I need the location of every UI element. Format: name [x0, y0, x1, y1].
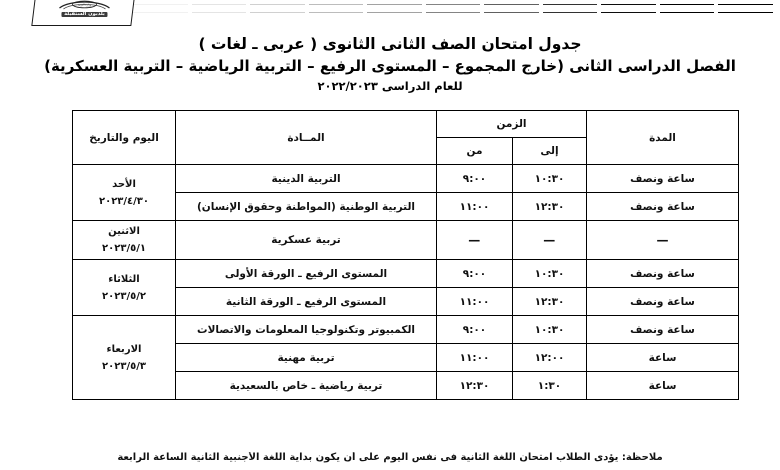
table-row	[73, 316, 739, 344]
day-name: الأحد	[112, 178, 136, 190]
header-time-to: إلى	[513, 138, 587, 165]
cell-subject: التربية الدينية	[176, 165, 437, 193]
cell-duration: ساعة ونصف	[587, 316, 739, 344]
cell-time-to: —	[513, 221, 587, 260]
day-name: الاثنين	[108, 226, 140, 237]
cell-time-from: ١٢:٣٠	[437, 372, 513, 400]
cell-time-from: ٩:٠٠	[437, 260, 513, 288]
ministry-logo-plate	[31, 0, 136, 26]
cell-time-from: ١١:٠٠	[437, 344, 513, 372]
cell-duration: ساعة ونصف	[587, 260, 739, 288]
cell-duration: ساعة ونصف	[587, 288, 739, 316]
day-date: ٢٠٢٣/٥/٣	[102, 360, 146, 372]
cell-time-to: ١٠:٣٠	[513, 165, 587, 193]
table-row	[73, 260, 739, 288]
cell-time-to: ١:٣٠	[513, 372, 587, 400]
day-date: ٢٠٢٣/٤/٣٠	[98, 195, 150, 207]
cell-time-to: ١٢:٣٠	[513, 288, 587, 316]
table-header	[73, 111, 739, 165]
cell-duration: ساعة	[587, 372, 739, 400]
header-subject: المــادة	[176, 111, 437, 165]
academic-year-label: للعام الدراسى ٢٠٢٢/٢٠٢٣	[317, 78, 463, 93]
table-row	[73, 221, 739, 260]
exam-schedule-table	[72, 110, 739, 400]
header-time-from: من	[437, 138, 513, 165]
cell-day-date	[73, 260, 176, 316]
cell-subject: تربية مهنية	[176, 344, 437, 372]
decorative-header-band	[0, 0, 780, 34]
cell-time-from: ١١:٠٠	[437, 193, 513, 221]
day-date: ٢٠٢٣/٥/١	[102, 243, 146, 254]
cell-time-from: ٩:٠٠	[437, 165, 513, 193]
document-titles	[0, 34, 780, 94]
cell-subject: الكمبيوتر وتكنولوجيا المعلومات والاتصالات	[176, 316, 437, 344]
header-day-date: اليوم والتاريخ	[73, 111, 176, 165]
table-row	[73, 165, 739, 193]
ministry-emblem-icon	[55, 0, 113, 11]
day-name: الثلاثاء	[108, 273, 140, 285]
cell-time-to: ١٢:٠٠	[513, 344, 587, 372]
cell-subject: المستوى الرفيع ـ الورقة الأولى	[176, 260, 437, 288]
day-name: الاربعاء	[106, 343, 142, 355]
header-time-group: الزمن	[437, 111, 587, 138]
svg-text:وزارة التربية: وزارة التربية	[77, 3, 92, 7]
logo-caption: بلدبون الستقبلة	[61, 12, 107, 17]
cell-subject: المستوى الرفيع ـ الورقة الثانية	[176, 288, 437, 316]
cell-time-from: —	[437, 221, 513, 260]
table-body	[73, 165, 739, 400]
cell-time-from: ١١:٠٠	[437, 288, 513, 316]
cell-subject: تربية رياضية ـ خاص بالسعيدية	[176, 372, 437, 400]
page-subtitle: الفصل الدراسى الثانى (خارج المجموع – المستوى الرفيع – التربية الرياضية – التربية العسكرية)	[44, 56, 736, 75]
cell-subject: التربية الوطنية (المواطنة وحقوق الإنسان)	[176, 193, 437, 221]
cell-time-to: ١٠:٣٠	[513, 316, 587, 344]
cell-duration: ساعة ونصف	[587, 165, 739, 193]
cell-day-date	[73, 165, 176, 221]
cell-duration: ساعة ونصف	[587, 193, 739, 221]
day-date: ٢٠٢٣/٥/٢	[102, 290, 146, 302]
header-duration: المدة	[587, 111, 739, 165]
page-title: جدول امتحان الصف الثانى الثانوى ( عربى ـ لغات )	[198, 35, 582, 53]
footnote-text: ملاحظة: يؤدى الطلاب امتحان اللغة الثانية فى نفس اليوم على أن يكون بداية اللغة الأجنبية الثانية الساعة الرابعة	[117, 452, 663, 463]
cell-time-to: ١٠:٣٠	[513, 260, 587, 288]
cell-duration: ساعة	[587, 344, 739, 372]
cell-time-to: ١٢:٣٠	[513, 193, 587, 221]
cell-duration: —	[587, 221, 739, 260]
cell-day-date	[73, 221, 176, 260]
cell-time-from: ٩:٠٠	[437, 316, 513, 344]
cell-day-date	[73, 316, 176, 400]
cell-subject: تربية عسكرية	[176, 221, 437, 260]
ornamental-dashed-rule	[133, 4, 773, 13]
